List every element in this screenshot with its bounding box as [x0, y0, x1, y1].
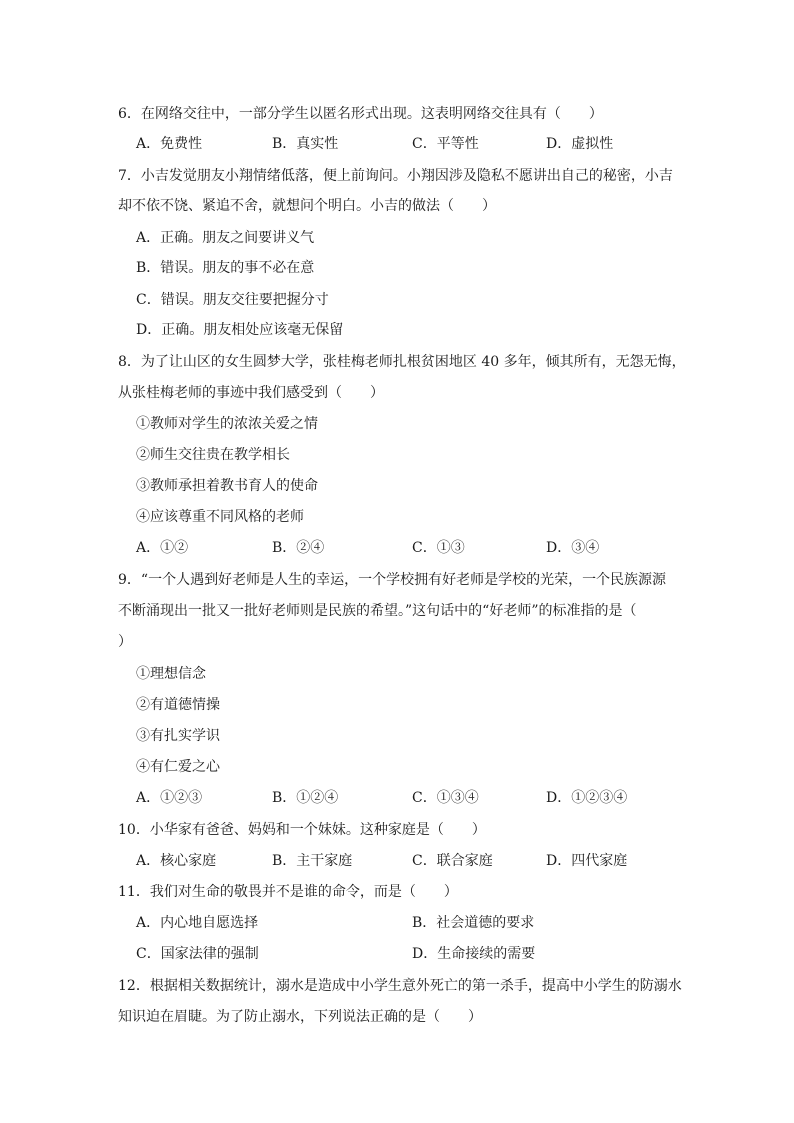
q8-stem-line2: 从张桂梅老师的事迹中我们感受到（ ） — [118, 385, 384, 401]
q12-stem-line1: 12．根据相关数据统计，溺水是造成中小学生意外死亡的第一杀手，提高中小学生的防溺水 — [118, 978, 682, 994]
q8-stem-line1: 8．为了让山区的女生圆梦大学，张桂梅老师扎根贫困地区 40 多年，倾其所有，无怨无悔， — [118, 354, 686, 370]
q8-option-a: A．①② — [136, 540, 189, 556]
q9-item-1: ①理想信念 — [136, 666, 206, 682]
q8-item-3: ③教师承担着教书育人的使命 — [136, 478, 318, 494]
q9-stem-line2: 不断涌现出一批又一批好老师则是民族的希望。”这句话中的“好老师”的标准指的是（ — [118, 603, 637, 619]
q7-option-a: A．正确。朋友之间要讲义气 — [136, 230, 315, 246]
q6-option-d: D．虚拟性 — [546, 136, 614, 152]
q9-item-3: ③有扎实学识 — [136, 728, 220, 744]
q9-option-b: B．①②④ — [272, 790, 339, 806]
q9-option-d: D．①②③④ — [546, 790, 628, 806]
q9-stem-line3: ） — [118, 634, 132, 650]
q8-option-d: D．③④ — [546, 540, 600, 556]
q11-stem: 11．我们对生命的敬畏并不是谁的命令，而是（ ） — [118, 884, 458, 900]
q11-option-c: C．国家法律的强制 — [136, 946, 259, 962]
q12-stem-line2: 知识迫在眉睫。为了防止溺水，下列说法正确的是（ ） — [118, 1009, 482, 1025]
q10-option-b: B．主干家庭 — [272, 853, 353, 869]
q11-option-d: D．生命接续的需要 — [412, 946, 536, 962]
q6-option-c: C．平等性 — [412, 136, 479, 152]
q8-option-b: B．②④ — [272, 540, 325, 556]
q8-item-1: ①教师对学生的浓浓关爱之情 — [136, 416, 318, 432]
q11-option-b: B．社会道德的要求 — [412, 915, 535, 931]
q7-stem-line2: 却不依不饶、紧追不舍，就想问个明白。小吉的做法（ ） — [118, 198, 496, 214]
q6-option-b: B．真实性 — [272, 136, 339, 152]
q7-option-b: B．错误。朋友的事不必在意 — [136, 260, 315, 276]
q11-option-a: A．内心地自愿选择 — [136, 915, 259, 931]
q6-option-a: A．免费性 — [136, 136, 203, 152]
q9-option-c: C．①③④ — [412, 790, 479, 806]
q9-item-2: ②有道德情操 — [136, 697, 220, 713]
q9-item-4: ④有仁爱之心 — [136, 759, 220, 775]
q8-item-2: ②师生交往贵在教学相长 — [136, 447, 290, 463]
q8-option-c: C．①③ — [412, 540, 465, 556]
q10-option-c: C．联合家庭 — [412, 853, 493, 869]
q9-option-a: A．①②③ — [136, 790, 203, 806]
q8-item-4: ④应该尊重不同风格的老师 — [136, 509, 304, 525]
q10-option-d: D．四代家庭 — [546, 853, 628, 869]
q7-option-c: C．错误。朋友交往要把握分寸 — [136, 292, 329, 308]
q7-option-d: D．正确。朋友相处应该毫无保留 — [136, 322, 344, 338]
q6-stem: 6．在网络交往中，一部分学生以匿名形式出现。这表明网络交往具有（ ） — [118, 106, 603, 122]
q7-stem-line1: 7．小吉发觉朋友小翔情绪低落，便上前询问。小翔因涉及隐私不愿讲出自己的秘密，小吉 — [118, 168, 673, 184]
q9-stem-line1: 9．“一个人遇到好老师是人生的幸运，一个学校拥有好老师是学校的光荣，一个民族源源 — [118, 572, 667, 588]
q10-option-a: A．核心家庭 — [136, 853, 217, 869]
q10-stem: 10．小华家有爸爸、妈妈和一个妹妹。这种家庭是（ ） — [118, 822, 486, 838]
